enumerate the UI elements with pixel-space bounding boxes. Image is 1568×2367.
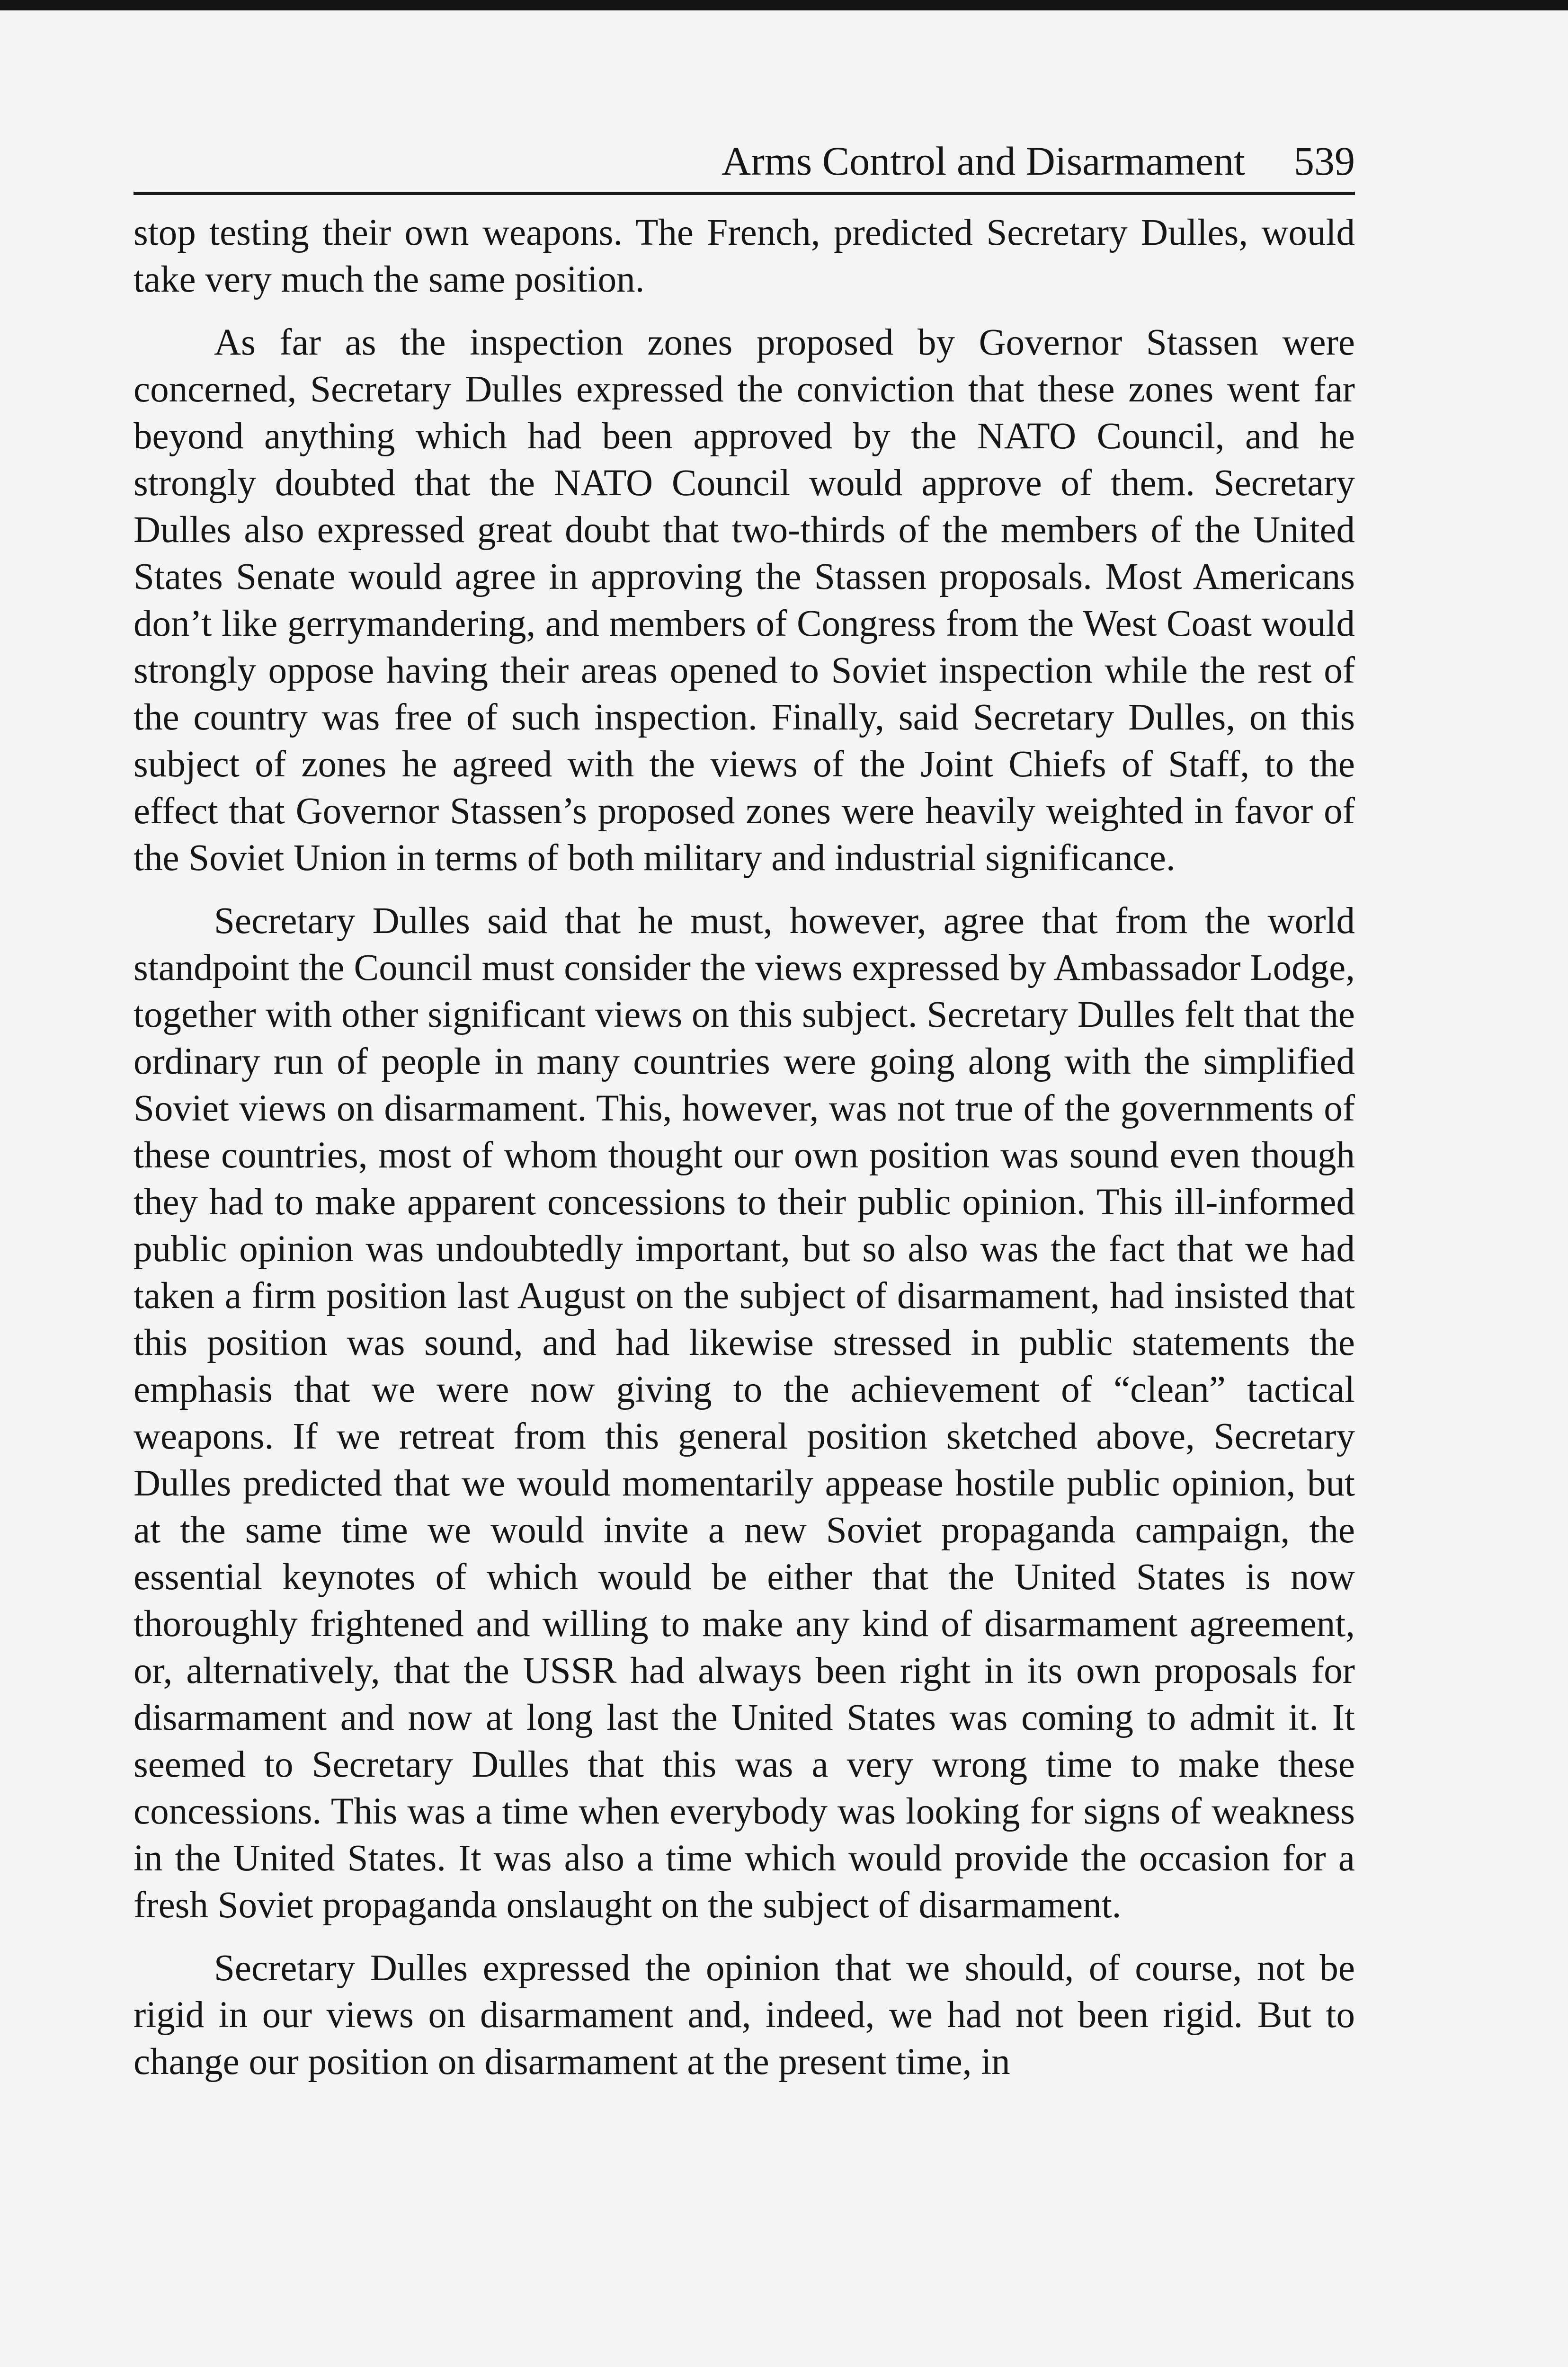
paragraph-3: Secretary Dulles said that he must, however, agree that from the world standpoint the Council must consider the views expressed by Ambassador Lodge, together with other significant views on this subject. Secretary Dulles felt that the ordinary run of people in many countries were going along with the simplified Soviet views on disarmament. This, however, was not true of the governments of these countries, most of whom thought our own position was sound even though they had to make apparent concessions to their public opinion. This ill-informed public opinion was undoubtedly important, but so also was the fact that we had taken a firm position last August on the subject of disarmament, had insisted that this position was sound, and had likewise stressed in public statements the emphasis that we were now giving to the achievement of “clean” tactical weapons. If we retreat from this general position sketched above, Secretary Dulles predicted that we would momentarily appease hostile public opinion, but at the same time we would invite a new Soviet propaganda campaign, the essential keynotes of which would be either that the United States is now thoroughly frightened and willing to make any kind of disarmament agreement, or, alternatively, that the USSR had always been right in its own proposals for disarmament and now at long last the United States was coming to admit it. It seemed to Secretary Dulles that this was a very wrong time to make these concessions. This was a time when everybody was looking for signs of weakness in the United States. It was also a time which would provide the occasion for a fresh Soviet propaganda onslaught on the subject of disarmament.: [134, 900, 1355, 1926]
running-header: [134, 121, 1355, 195]
scan-top-edge: [0, 0, 1568, 10]
book-page: [134, 121, 1355, 2101]
paragraph-1: stop testing their own weapons. The French, predicted Secretary Dulles, would take very much the same position.: [134, 212, 1355, 300]
paragraph-2: As far as the inspection zones proposed by Governor Stassen were concerned, Secretary Dulles expressed the conviction that these zones went far beyond anything which had been approved by the NATO Council, and he strongly doubted that the NATO Council would approve of them. Secretary Dulles also expressed great doubt that two-thirds of the members of the United States Senate would agree in approving the Stassen proposals. Most Americans don’t like gerrymandering, and members of Congress from the West Coast would strongly oppose having their areas opened to Soviet inspection while the rest of the country was free of such inspection. Finally, said Secretary Dulles, on this subject of zones he agreed with the views of the Joint Chiefs of Staff, to the effect that Governor Stassen’s proposed zones were heavily weighted in favor of the Soviet Union in terms of both military and industrial significance.: [134, 322, 1355, 879]
running-title: Arms Control and Disarmament: [722, 138, 1245, 184]
body-text: [134, 209, 1355, 2085]
page-number: 539: [1294, 138, 1355, 184]
paragraph-4: Secretary Dulles expressed the opinion that we should, of course, not be rigid in our views on disarmament and, indeed, we had not been rigid. But to change our position on disarmament at the present time, in: [134, 1948, 1355, 2082]
